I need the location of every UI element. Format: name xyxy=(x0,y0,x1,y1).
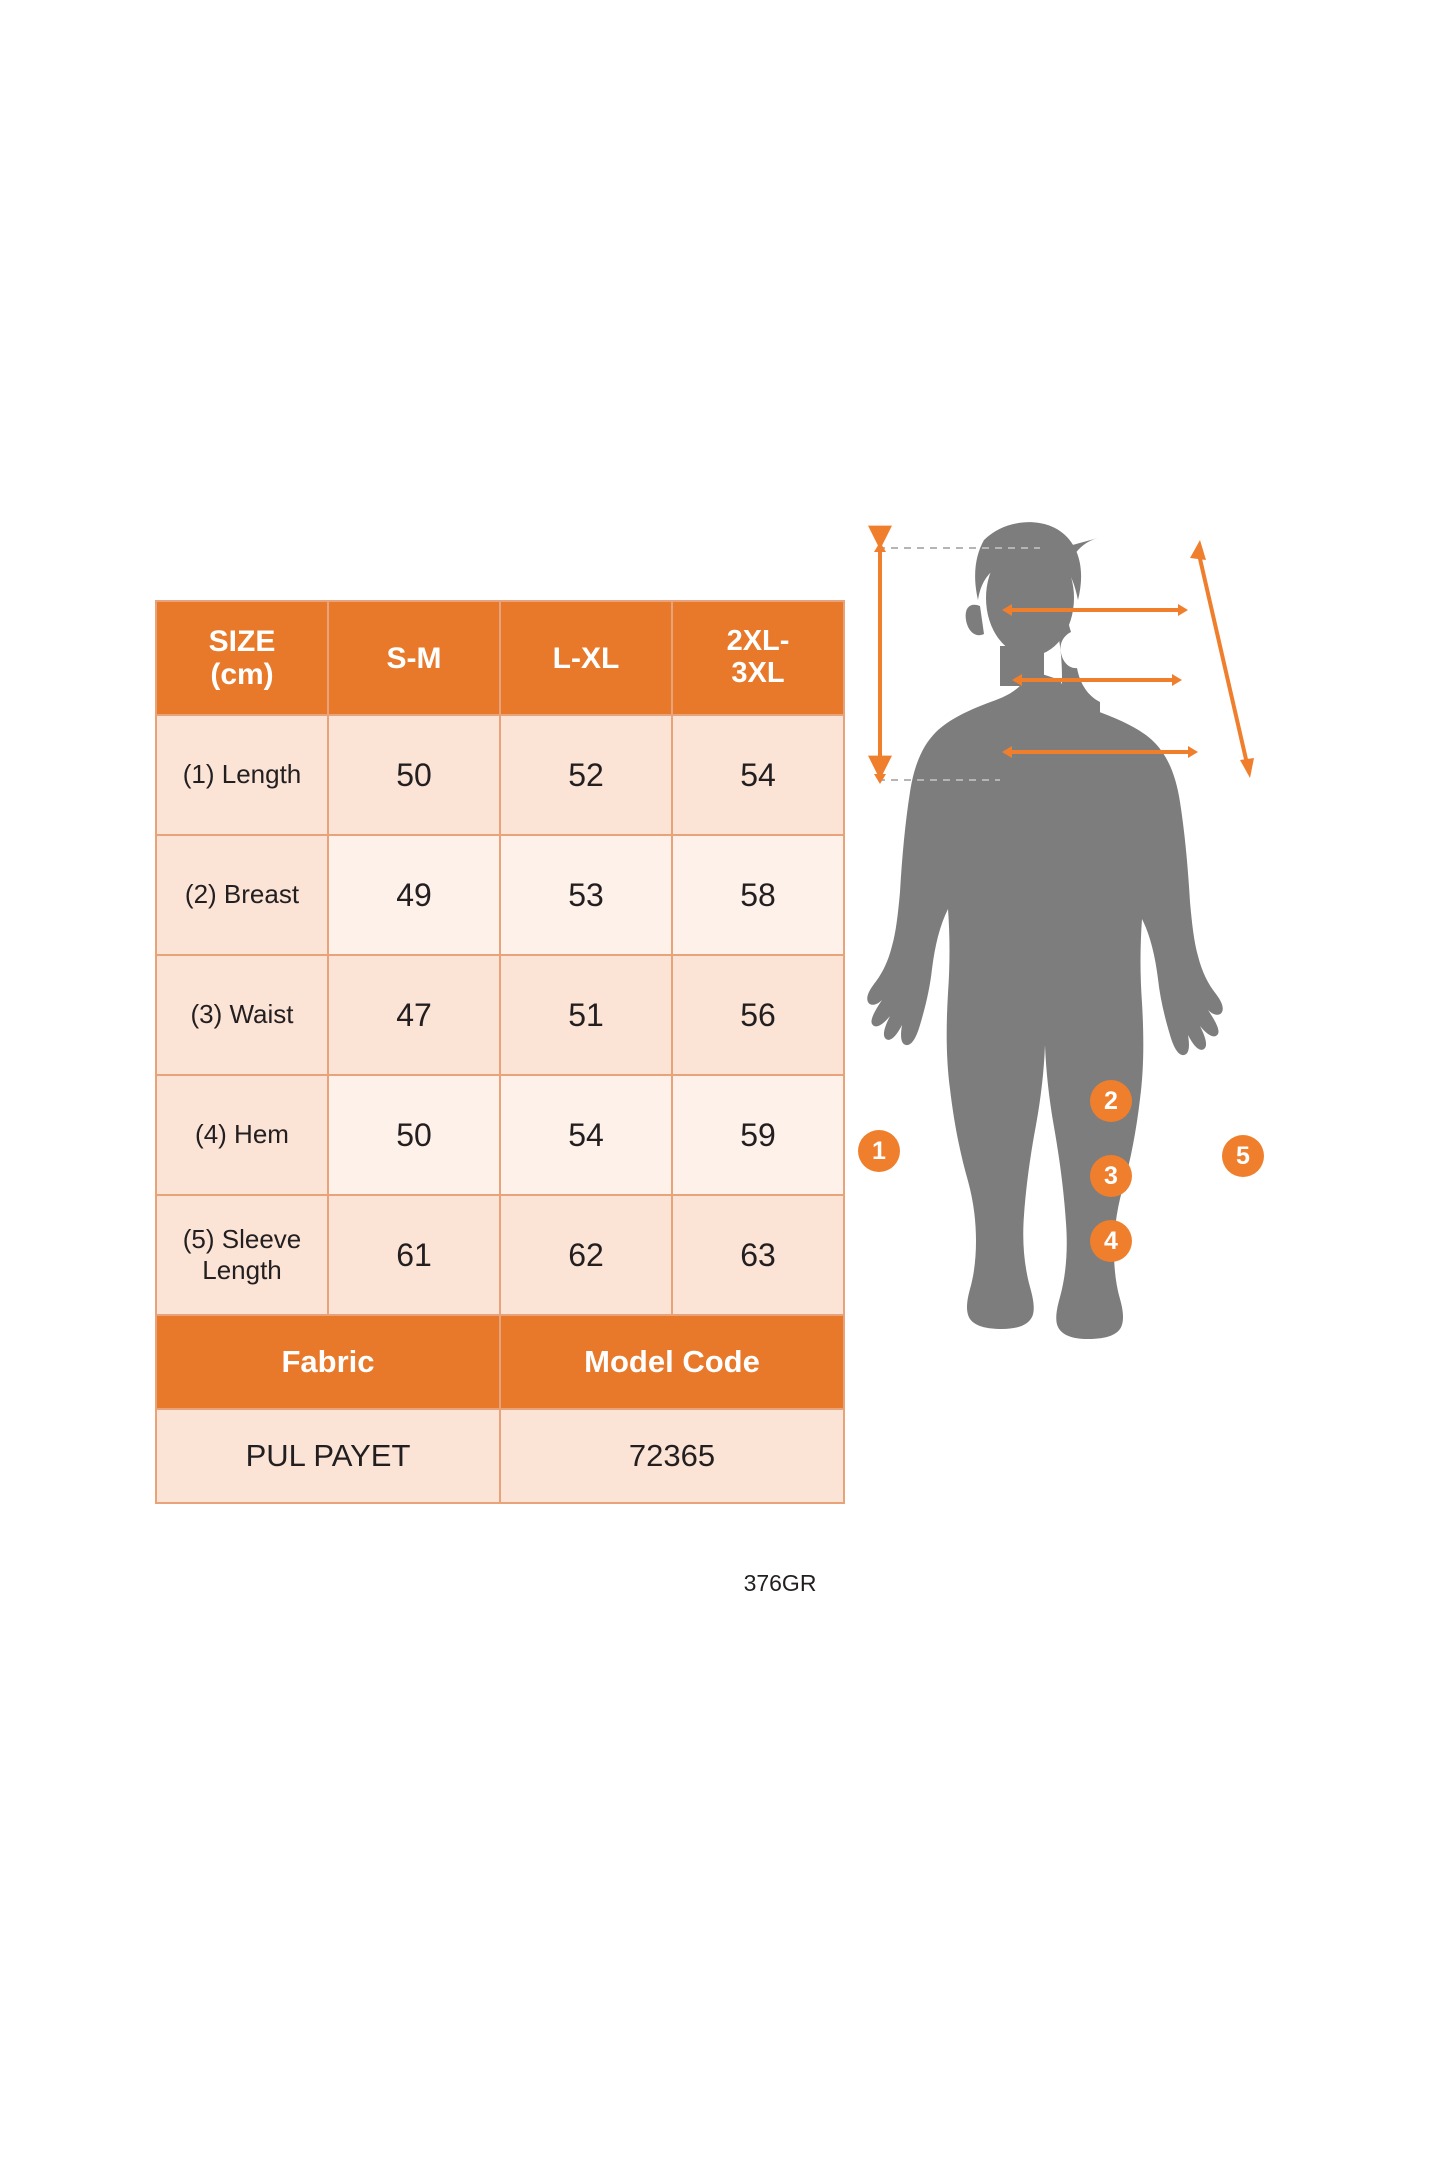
table-row xyxy=(156,955,844,1075)
cell-sleeve-sm: 61 xyxy=(328,1195,500,1315)
table-header-row xyxy=(156,601,844,715)
cell-length-sm: 50 xyxy=(328,715,500,835)
row-label-hem: (4) Hem xyxy=(156,1075,328,1195)
table-footer-header-row xyxy=(156,1315,844,1409)
header-size-line2: (cm) xyxy=(210,658,274,691)
cell-length-2xl3xl: 54 xyxy=(672,715,844,835)
cell-breast-lxl: 53 xyxy=(500,835,672,955)
product-code-note: 376GR xyxy=(743,1570,817,1596)
table-row xyxy=(156,1195,844,1315)
row-label-breast: (2) Breast xyxy=(156,835,328,955)
row-label-sleeve-length: (5) Sleeve Length xyxy=(156,1195,328,1315)
measurement-badge-2: 2 xyxy=(1090,1080,1132,1122)
header-size xyxy=(156,601,328,715)
cell-breast-2xl3xl: 58 xyxy=(672,835,844,955)
cell-waist-2xl3xl: 56 xyxy=(672,955,844,1075)
cell-hem-lxl: 54 xyxy=(500,1075,672,1195)
table-row xyxy=(156,715,844,835)
cell-sleeve-lxl: 62 xyxy=(500,1195,672,1315)
header-2xl-line2: 3XL xyxy=(731,657,785,689)
cell-hem-2xl3xl: 59 xyxy=(672,1075,844,1195)
cell-waist-sm: 47 xyxy=(328,955,500,1075)
row-label-waist: (3) Waist xyxy=(156,955,328,1075)
measurement-badge-5: 5 xyxy=(1222,1135,1264,1177)
header-sm: S-M xyxy=(328,601,500,715)
header-fabric: Fabric xyxy=(156,1315,500,1409)
cell-model-code-value: 72365 xyxy=(500,1409,844,1503)
measurement-badge-4: 4 xyxy=(1090,1220,1132,1262)
header-lxl: L-XL xyxy=(500,601,672,715)
header-model-code: Model Code xyxy=(500,1315,844,1409)
row-label-length: (1) Length xyxy=(156,715,328,835)
table-row xyxy=(156,1075,844,1195)
table-footer-value-row xyxy=(156,1409,844,1503)
header-size-line1: SIZE xyxy=(208,625,276,658)
cell-waist-lxl: 51 xyxy=(500,955,672,1075)
cell-hem-sm: 50 xyxy=(328,1075,500,1195)
size-chart-table xyxy=(155,600,845,1504)
header-2xl-line1: 2XL- xyxy=(726,625,790,658)
cell-length-lxl: 52 xyxy=(500,715,672,835)
measurement-figure xyxy=(850,520,1350,1650)
header-2xl-3xl xyxy=(672,601,844,715)
cell-breast-sm: 49 xyxy=(328,835,500,955)
table-row xyxy=(156,835,844,955)
cell-fabric-value: PUL PAYET xyxy=(156,1409,500,1503)
measurement-badge-1: 1 xyxy=(858,1130,900,1172)
cell-sleeve-2xl3xl: 63 xyxy=(672,1195,844,1315)
measurement-badge-3: 3 xyxy=(1090,1155,1132,1197)
